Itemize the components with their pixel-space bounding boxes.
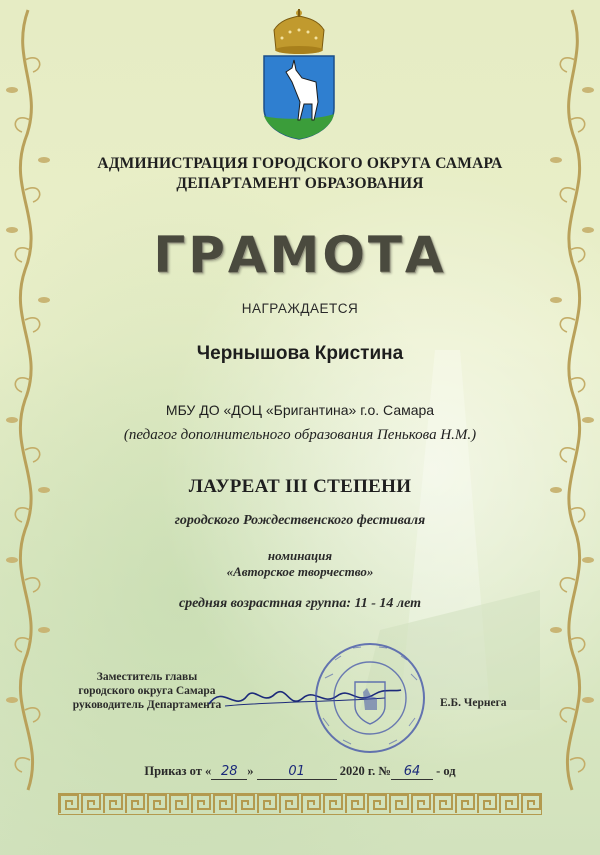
order-month-field — [257, 764, 337, 780]
order-year: 2020 г. № — [339, 764, 391, 778]
order-day: 28 — [220, 764, 238, 779]
order-prefix: Приказ от « — [144, 764, 212, 778]
age-group: средняя возрастная группа: 11 - 14 лет — [178, 596, 422, 611]
order-line — [0, 764, 600, 780]
signatory-line-1: Заместитель главы — [96, 671, 198, 683]
order-month: 01 — [288, 764, 305, 779]
festival-name: городского Рождественского фестиваля — [174, 513, 426, 528]
order-day-field — [211, 764, 247, 780]
order-mid: » — [247, 764, 254, 778]
order-number: 64 — [403, 764, 421, 779]
meander-border — [58, 793, 542, 815]
official-stamp — [305, 638, 435, 758]
nomination-label: номинация — [267, 548, 333, 563]
laureate-degree: ЛАУРЕАТ III СТЕПЕНИ — [188, 476, 412, 497]
order-suffix: - од — [436, 764, 456, 778]
teacher-note: (педагог дополнительного образования Пенькова Н.М.) — [123, 427, 477, 443]
signatory-line-3: руководитель Департамента — [72, 699, 222, 711]
awarded-caption: НАГРАЖДАЕТСЯ — [241, 301, 359, 316]
order-number-field — [391, 764, 433, 780]
certificate-title: ГРАМОТА — [153, 226, 447, 284]
recipient-name: Чернышова Кристина — [196, 343, 404, 364]
signatory-name: Е.Б. Чернега — [440, 697, 507, 709]
institution-name: МБУ ДО «ДОЦ «Бригантина» г.о. Самара — [165, 402, 435, 418]
organization-line-1: АДМИНИСТРАЦИЯ ГОРОДСКОГО ОКРУГА САМАРА — [97, 155, 503, 172]
signatory-line-2: городского округа Самара — [78, 685, 216, 697]
coat-of-arms-icon — [258, 8, 340, 140]
nomination-value: «Авторское творчество» — [226, 564, 374, 579]
organization-line-2: ДЕПАРТАМЕНТ ОБРАЗОВАНИЯ — [176, 175, 424, 192]
